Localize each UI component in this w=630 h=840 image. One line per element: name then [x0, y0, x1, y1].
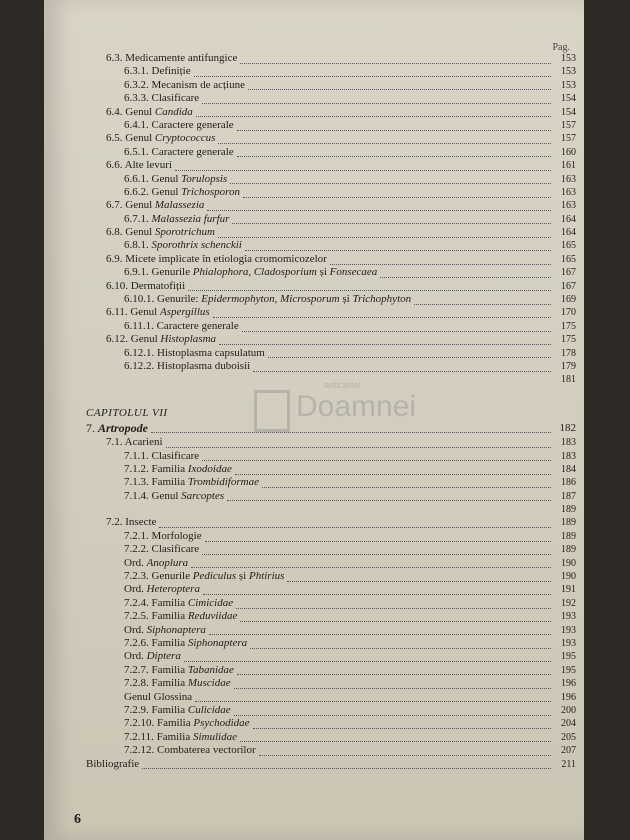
dot-leader [237, 665, 551, 675]
watermark-big-text: Doamnei [296, 390, 417, 423]
toc-entry-text: Heteroptera [146, 583, 200, 596]
page-column-header: Pag. [552, 42, 570, 53]
toc-entry-text: Phtirius [248, 570, 285, 583]
toc-page-number: 163 [561, 200, 576, 212]
toc-entry-text: Candida [154, 105, 193, 118]
toc-page-number: 175 [561, 320, 576, 332]
toc-entry-text: Sporothrix schenckii [151, 239, 242, 252]
dot-leader [237, 121, 551, 131]
toc-entry-text: Histoplasma [160, 333, 217, 346]
toc-entry-text: 7.2.6. Familia [124, 637, 188, 649]
toc-entry [44, 306, 584, 319]
dot-leader [203, 585, 551, 595]
toc-entry-text: 6.6. Alte levuri [106, 159, 172, 172]
toc-entry-text: 7.2.2. Clasificare [124, 543, 200, 556]
toc-entry [44, 92, 584, 105]
toc-entry [44, 677, 584, 690]
toc-entry-text: Anoplura [146, 556, 189, 569]
toc-entry-title [124, 186, 240, 199]
toc-page-number: 195 [561, 664, 576, 676]
toc-entry-title [124, 717, 250, 730]
toc-entry-title [106, 199, 204, 212]
toc-entry-text: Simulidae [192, 730, 237, 743]
toc-entry-title [106, 253, 327, 266]
toc-entry-title [124, 731, 237, 744]
table-of-contents [44, 52, 584, 771]
chapter-heading [44, 407, 584, 420]
toc-page-number: 187 [561, 490, 576, 502]
toc-page-number: 154 [561, 93, 576, 105]
toc-page-number: 157 [561, 133, 576, 145]
toc-entry [44, 266, 584, 279]
dot-leader [218, 228, 551, 238]
toc-entry-title [124, 650, 181, 663]
toc-entry-text: Diptera [146, 650, 181, 663]
toc-page-number: 175 [561, 334, 576, 346]
toc-entry [44, 517, 584, 530]
dot-leader [227, 491, 551, 501]
toc-entry-text: 6.4.1. Caractere generale [124, 118, 234, 131]
toc-entry-title [124, 119, 234, 132]
toc-entry-text: 6.12. Genul [106, 333, 161, 346]
dot-leader [202, 545, 551, 555]
toc-entry [44, 79, 584, 92]
toc-entry [44, 360, 584, 373]
toc-entry-text: 6.9. Micete implicate în etiologia cromomicozelor [106, 252, 327, 265]
toc-entry-text: Muscidae [187, 677, 231, 690]
toc-entry-text: 7.2.1. Morfologie [124, 529, 202, 542]
toc-entry-text: 6.3.2. Mecanism de acțiune [124, 78, 245, 91]
toc-page-number: 184 [561, 463, 576, 475]
dot-leader [209, 625, 551, 635]
toc-entry-text: 7.2.3. Genurile [124, 570, 193, 583]
toc-entry-text: 7.2.4. Familia [124, 596, 188, 609]
toc-entry-title [106, 106, 193, 119]
toc-entry-text: Malassezia [154, 199, 205, 212]
toc-entry [44, 731, 584, 744]
toc-page-number: 157 [561, 119, 576, 131]
toc-entry [44, 347, 584, 360]
dot-leader [240, 612, 551, 622]
toc-entry-title [106, 306, 210, 319]
toc-entry-text: 7.2.8. Familia [124, 677, 188, 690]
toc-entry [44, 704, 584, 717]
toc-entry [44, 530, 584, 543]
dot-leader [194, 67, 551, 77]
toc-entry-text: Trichophyton [352, 293, 412, 306]
toc-entry-text: Ord. [124, 556, 147, 569]
toc-entry-title [124, 744, 256, 757]
toc-entry-text: 6.6.2. Genul [124, 185, 182, 198]
toc-entry-text: Ord. [124, 583, 147, 596]
toc-entry-title [106, 226, 215, 239]
dot-leader [184, 652, 551, 662]
toc-entry [44, 543, 584, 556]
toc-entry-text: Artropode [98, 421, 149, 436]
toc-entry-title [124, 610, 237, 623]
toc-entry-text: 6.10. Dermatofiții [106, 279, 186, 292]
toc-entry-text: 7.2.12. Combaterea vectorilor [124, 744, 256, 757]
toc-entry [44, 490, 584, 503]
book-page [44, 0, 584, 840]
toc-entry-text: 6.7.1. [124, 212, 152, 225]
toc-page-number: 189 [561, 504, 576, 516]
dot-leader [230, 174, 551, 184]
toc-page-number: 189 [561, 530, 576, 542]
toc-entry-title [124, 624, 206, 637]
toc-page-number: 178 [561, 347, 576, 359]
toc-entry-title [106, 159, 172, 172]
toc-entry [44, 173, 584, 186]
toc-page-number: 193 [561, 624, 576, 636]
toc-page-number: 183 [561, 437, 576, 449]
toc-entry [44, 106, 584, 119]
toc-page-number: 196 [561, 678, 576, 690]
toc-entry-title [124, 597, 233, 610]
toc-entry-text: Genul Glossina [124, 690, 193, 703]
toc-entry-text: 7.2. Insecte [106, 516, 157, 529]
toc-entry-title [106, 52, 237, 65]
dot-leader [142, 759, 551, 769]
dot-leader [250, 639, 551, 649]
toc-page-number: 154 [561, 106, 576, 118]
toc-entry-text: 6.6.1. Genul [124, 172, 182, 185]
toc-entry [44, 159, 584, 172]
dot-leader [213, 308, 551, 318]
toc-entry-text: Cimicidae [187, 596, 234, 609]
toc-entry-text: 7.2.5. Familia [124, 610, 188, 623]
toc-entry [44, 744, 584, 757]
dot-leader [330, 255, 551, 265]
toc-entry-title [124, 543, 199, 556]
toc-entry-title [106, 436, 163, 449]
toc-page-number: 153 [561, 52, 576, 64]
toc-page-number: 167 [561, 267, 576, 279]
toc-entry [44, 146, 584, 159]
dot-leader [207, 201, 551, 211]
dot-leader [268, 348, 551, 358]
toc-entry-title [106, 132, 215, 145]
toc-entry-text: 6.11.1. Caractere generale [124, 319, 239, 332]
toc-entry [44, 253, 584, 266]
toc-entry [44, 239, 584, 252]
toc-entry-text: Malassezia furfur [151, 212, 230, 225]
toc-entry-text: Bibliografie [86, 757, 140, 770]
toc-entry [44, 503, 584, 516]
toc-entry-title [86, 758, 139, 771]
toc-page-number: 211 [561, 758, 576, 770]
dot-leader [253, 362, 551, 372]
toc-entry-text: 7.1.1. Clasificare [124, 449, 200, 462]
toc-entry [44, 637, 584, 650]
toc-entry [44, 226, 584, 239]
toc-entry-text: Pediculus [192, 570, 237, 583]
toc-entry-title [124, 570, 284, 583]
toc-entry-text: Fonsecaea [329, 266, 378, 279]
toc-entry [44, 557, 584, 570]
dot-leader [202, 94, 551, 104]
toc-entry-title [106, 333, 216, 346]
toc-entry [44, 758, 584, 771]
toc-entry-text: 6.8. Genul [106, 226, 155, 239]
toc-page-number: 207 [561, 745, 576, 757]
toc-entry-text: 6.3. Medicamente antifungice [106, 51, 238, 64]
toc-entry [44, 610, 584, 623]
page-number: 6 [74, 812, 81, 827]
toc-entry-text: 7.1.2. Familia [124, 462, 188, 475]
toc-entry [44, 293, 584, 306]
toc-page-number: 192 [561, 597, 576, 609]
toc-entry [44, 624, 584, 637]
toc-page-number: 182 [559, 422, 576, 435]
toc-entry-text: Reduviidae [187, 610, 238, 623]
dot-leader [240, 54, 551, 64]
toc-page-number: 204 [561, 718, 576, 730]
toc-entry [44, 199, 584, 212]
toc-entry-text: și [316, 266, 330, 279]
toc-entry-text: Tabanidae [187, 663, 234, 676]
dot-leader [237, 147, 551, 157]
dot-leader [196, 107, 551, 117]
toc-page-number: 183 [561, 450, 576, 462]
toc-entry-text: CAPITOLUL VII [86, 406, 168, 419]
toc-entry [44, 132, 584, 145]
dot-leader [191, 558, 551, 568]
toc-entry [44, 664, 584, 677]
toc-page-number: 205 [561, 731, 576, 743]
dot-leader [414, 295, 551, 305]
toc-entry-text: 7.1. Acarieni [106, 436, 163, 449]
toc-entry-text: Epidermophyton, Microsporum [201, 293, 340, 306]
toc-entry-text: Sporotrichum [154, 226, 215, 239]
dot-leader [188, 281, 551, 291]
dot-leader [236, 599, 551, 609]
dot-leader [248, 80, 551, 90]
toc-page-number: 165 [561, 240, 576, 252]
toc-entry-text: și [339, 293, 353, 306]
watermark-small-text: anticariat [324, 380, 361, 390]
toc-entry [44, 450, 584, 463]
toc-entry-title [124, 146, 234, 159]
toc-entry-text: 7.2.10. Familia [124, 717, 194, 730]
toc-entry-title [124, 347, 265, 360]
toc-entry-text: 6.5.1. Caractere generale [124, 145, 234, 158]
dot-leader [380, 268, 551, 278]
dot-leader [166, 438, 551, 448]
toc-entry-text: Ord. [124, 623, 147, 636]
toc-page-number: 200 [561, 704, 576, 716]
toc-entry-text: Phialophora, Cladosporium [192, 266, 317, 279]
dot-leader [234, 679, 551, 689]
toc-entry-text: Trombidiformae [187, 476, 259, 489]
toc-entry [44, 420, 584, 436]
toc-entry-text: 7.2.7. Familia [124, 663, 188, 676]
toc-entry-title [124, 79, 245, 92]
toc-entry-text: Ixodoidae [187, 462, 232, 475]
toc-entry-text: Ord. [124, 650, 147, 663]
toc-entry-text: 7.1.3. Familia [124, 476, 188, 489]
toc-entry-title [86, 420, 148, 436]
toc-entry-title [124, 320, 239, 333]
dot-leader [234, 706, 551, 716]
dot-leader [235, 465, 551, 475]
dot-leader [175, 161, 551, 171]
toc-entry-title [124, 65, 191, 78]
toc-entry-text: 7.2.9. Familia [124, 703, 188, 716]
toc-page-number: 164 [561, 227, 576, 239]
toc-entry [44, 373, 584, 386]
toc-page-number: 179 [561, 360, 576, 372]
toc-page-number: 161 [561, 160, 576, 172]
toc-entry-title [106, 280, 185, 293]
toc-entry-title [86, 407, 168, 420]
toc-page-number: 160 [561, 146, 576, 158]
toc-entry-text: 6.7. Genul [106, 199, 155, 212]
toc-entry-text: Culicidae [187, 703, 231, 716]
toc-entry-title [124, 173, 227, 186]
toc-page-number: 195 [561, 651, 576, 663]
toc-page-number: 190 [561, 571, 576, 583]
toc-page-number: 190 [561, 557, 576, 569]
toc-page-number: 186 [561, 477, 576, 489]
dot-leader [205, 532, 551, 542]
toc-entry-text: 7.1.4. Genul [124, 489, 182, 502]
dot-leader [259, 746, 551, 756]
toc-page-number: 189 [561, 544, 576, 556]
toc-page-number: 163 [561, 186, 576, 198]
toc-entry-title [124, 530, 202, 543]
toc-entry-title [124, 677, 231, 690]
toc-entry-title [124, 664, 234, 677]
toc-entry [44, 119, 584, 132]
toc-page-number: 153 [561, 79, 576, 91]
toc-entry [44, 320, 584, 333]
toc-entry [44, 650, 584, 663]
dot-leader [219, 335, 551, 345]
toc-entry-title [124, 476, 259, 489]
dot-leader [242, 322, 551, 332]
dot-leader [240, 732, 551, 742]
toc-entry-title [124, 239, 242, 252]
toc-entry-title [124, 266, 377, 279]
toc-entry-text: 6.11. Genul [106, 306, 160, 319]
dot-leader [218, 134, 551, 144]
toc-entry [44, 333, 584, 346]
toc-entry-title [124, 583, 200, 596]
toc-entry-text: 6.12.2. Histoplasma duboisii [124, 359, 251, 372]
toc-entry-text: 6.5. Genul [106, 132, 155, 145]
toc-entry-title [124, 463, 232, 476]
toc-entry-text: Aspergillus [159, 306, 210, 319]
dot-leader [243, 188, 551, 198]
toc-entry-title [124, 360, 250, 373]
toc-page-number: 153 [561, 66, 576, 78]
dot-leader [287, 572, 551, 582]
toc-entry [44, 213, 584, 226]
toc-entry [44, 280, 584, 293]
toc-entry-title [124, 691, 192, 704]
toc-entry [44, 476, 584, 489]
toc-entry-text: 7. [86, 421, 98, 436]
toc-entry-title [124, 450, 199, 463]
toc-page-number: 165 [561, 253, 576, 265]
dot-leader [232, 214, 551, 224]
toc-entry-title [124, 637, 247, 650]
toc-entry-title [124, 293, 411, 306]
toc-entry [44, 717, 584, 730]
toc-entry-text: Siphonaptera [146, 623, 206, 636]
toc-entry-text: și [236, 570, 249, 583]
toc-page-number: 169 [561, 294, 576, 306]
toc-entry-text: Sarcoptes [181, 489, 225, 502]
toc-entry [44, 65, 584, 78]
toc-entry-text: Siphonaptera [187, 637, 248, 649]
toc-page-number: 170 [561, 307, 576, 319]
toc-entry-text: 6.10.1. Genurile: [124, 293, 202, 306]
toc-entry-title [124, 704, 231, 717]
toc-entry-text: Cryptococcus [154, 132, 216, 145]
toc-entry [44, 691, 584, 704]
dot-leader [253, 719, 551, 729]
toc-entry-title [124, 557, 188, 570]
toc-entry [44, 583, 584, 596]
toc-page-number: 193 [561, 611, 576, 623]
dot-leader [159, 518, 551, 528]
toc-page-number: 196 [561, 691, 576, 703]
dot-leader [245, 241, 551, 251]
toc-entry [44, 186, 584, 199]
dot-leader [151, 423, 551, 433]
toc-entry-text: 6.8.1. [124, 239, 152, 252]
toc-entry-text: Torulopsis [181, 172, 228, 185]
toc-entry [44, 52, 584, 65]
toc-entry-text: 6.3.3. Clasificare [124, 92, 200, 105]
toc-entry-text: 6.12.1. Histoplasma capsulatum [124, 346, 265, 359]
toc-entry-text: 6.3.1. Definiție [124, 65, 191, 78]
toc-entry-title [124, 213, 229, 226]
toc-page-number: 167 [561, 280, 576, 292]
toc-page-number: 189 [561, 517, 576, 529]
dot-leader [202, 451, 551, 461]
toc-page-number: 163 [561, 173, 576, 185]
toc-entry-text: 7.2.11. Familia [124, 730, 193, 743]
toc-entry-title [106, 516, 156, 529]
toc-page-number: 193 [561, 638, 576, 649]
toc-entry [44, 436, 584, 449]
toc-entry-text: 6.4. Genul [106, 105, 155, 118]
toc-entry [44, 597, 584, 610]
toc-entry-text: Psychodidae [193, 717, 250, 730]
toc-page-number: 191 [561, 584, 576, 596]
toc-page-number: 164 [561, 213, 576, 225]
toc-entry-text: Trichosporon [181, 185, 241, 198]
toc-entry-title [124, 490, 224, 503]
dot-leader [195, 692, 551, 702]
toc-entry [44, 570, 584, 583]
toc-entry-text: 6.9.1. Genurile [124, 266, 193, 279]
dot-leader [262, 478, 551, 488]
toc-entry-title [124, 92, 199, 105]
toc-entry [44, 463, 584, 476]
toc-spacer [44, 387, 584, 407]
toc-page-number: 181 [561, 374, 576, 386]
